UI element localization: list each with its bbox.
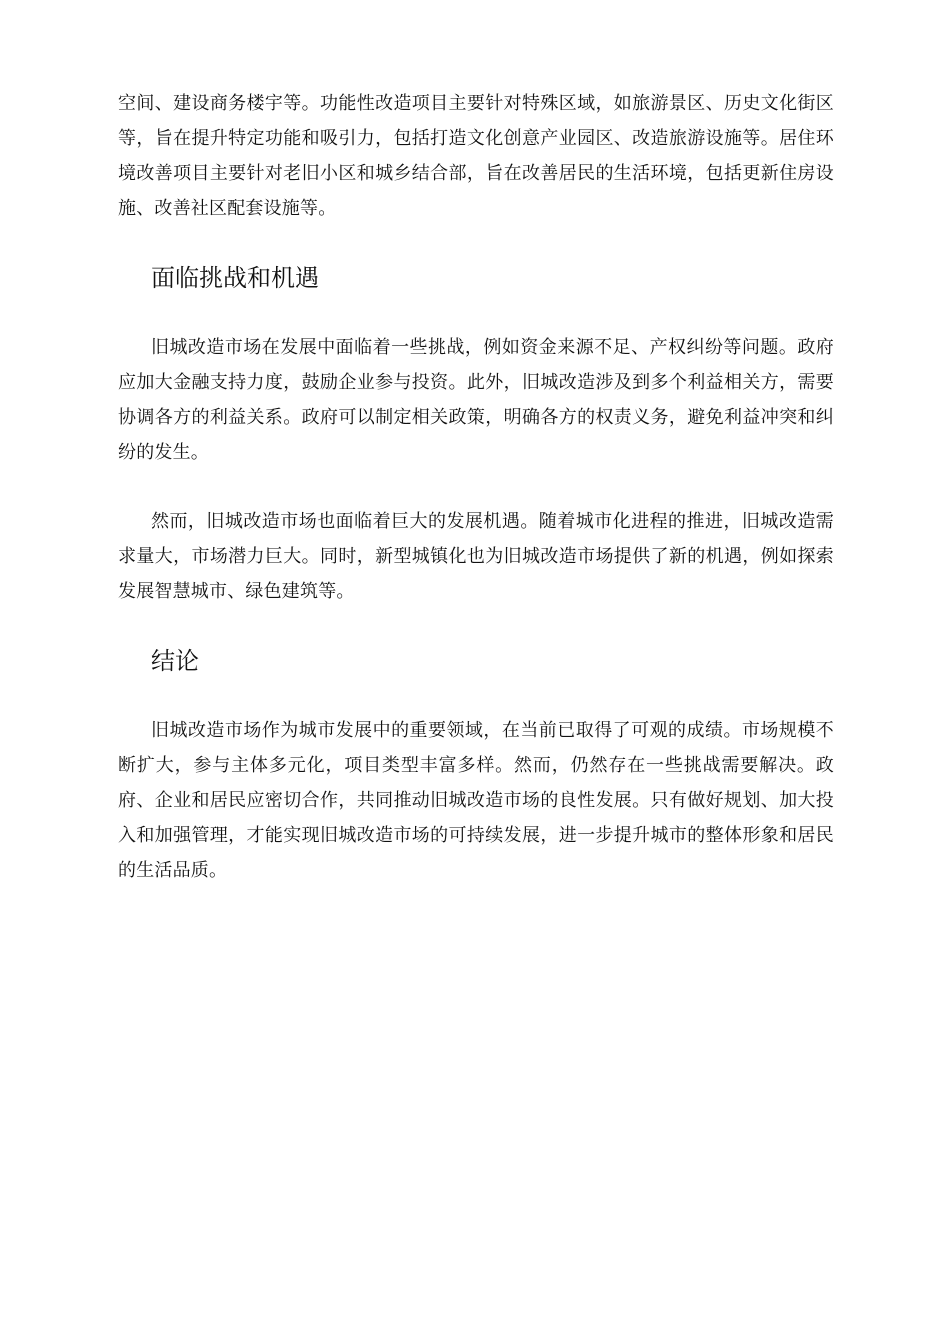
intro-paragraph: 空间、建设商务楼宇等。功能性改造项目主要针对特殊区域，如旅游景区、历史文化街区等，旨在提升特定功能和吸引力，包括打造文化创意产业园区、改造旅游设施等。居住环境改善项目主要针对老旧小区和城乡结合部，旨在改善居民的生活环境，包括更新住房设施、改善社区配套设施等。 [118,93,834,219]
conclusion-paragraph: 旧城改造市场作为城市发展中的重要领域，在当前已取得了可观的成绩。市场规模不断扩大，参与主体多元化，项目类型丰富多样。然而，仍然存在一些挑战需要解决。政府、企业和居民应密切合作，共同推动旧城改造市场的良性发展。只有做好规划、加大投入和加强管理，才能实现旧城改造市场的可持续发展，进一步提升城市的整体形象和居民的生活品质。 [118,720,834,881]
challenges-paragraph: 旧城改造市场在发展中面临着一些挑战，例如资金来源不足、产权纠纷等问题。政府应加大金融支持力度，鼓励企业参与投资。此外，旧城改造涉及到多个利益相关方，需要协调各方的利益关系。政府可以制定相关政策，明确各方的权责义务，避免利益冲突和纠纷的发生。 [118,337,834,463]
document-page [118,86,834,888]
section-heading-conclusion: 结论 [151,647,199,675]
opportunities-paragraph: 然而，旧城改造市场也面临着巨大的发展机遇。随着城市化进程的推进，旧城改造需求量大，市场潜力巨大。同时，新型城镇化也为旧城改造市场提供了新的机遇，例如探索发展智慧城市、绿色建筑等。 [118,511,834,602]
section-heading-challenges: 面临挑战和机遇 [151,264,319,292]
